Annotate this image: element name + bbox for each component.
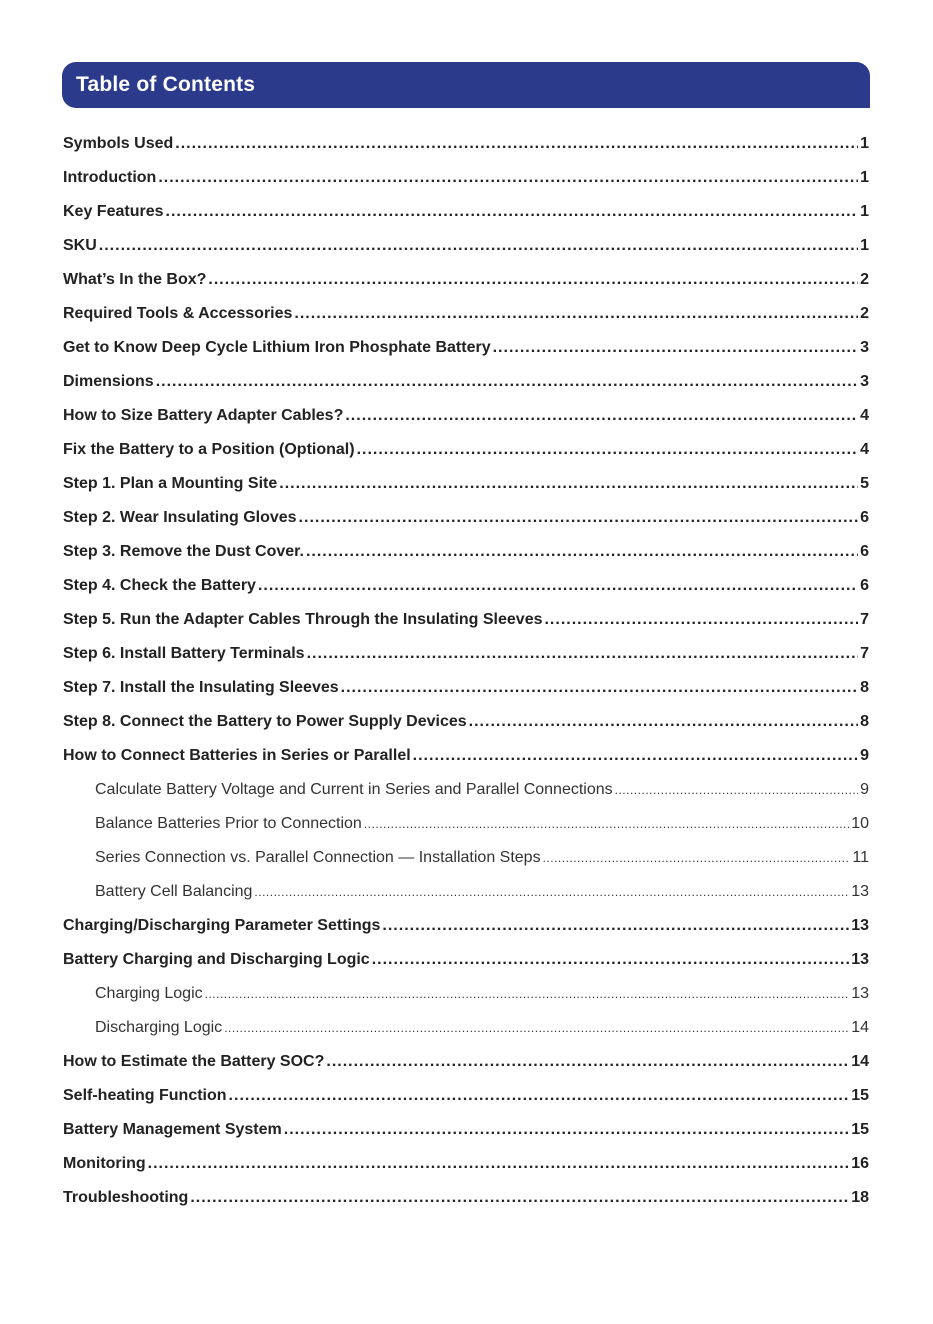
toc-subentry bbox=[63, 807, 869, 841]
toc-entry-label: Fix the Battery to a Position (Optional) bbox=[63, 441, 355, 458]
toc-entry-page-number: 1 bbox=[860, 203, 869, 220]
dot-leader bbox=[224, 1021, 849, 1035]
toc-entry-label: Series Connection vs. Parallel Connection — Installation Steps bbox=[95, 849, 541, 866]
dot-leader bbox=[258, 577, 858, 595]
dot-leader bbox=[99, 237, 858, 255]
dot-leader bbox=[205, 987, 850, 1001]
dot-leader bbox=[299, 509, 859, 527]
toc-entry-link[interactable] bbox=[95, 849, 869, 867]
dot-leader bbox=[382, 917, 849, 935]
toc-entry-link[interactable] bbox=[95, 815, 869, 833]
toc-entry-page-number: 6 bbox=[860, 509, 869, 526]
toc-entry-page-number: 4 bbox=[860, 407, 869, 424]
toc-entry-link[interactable] bbox=[63, 577, 869, 595]
toc-entry-page-number: 10 bbox=[851, 815, 869, 832]
toc-entry-link[interactable] bbox=[63, 611, 869, 629]
toc-entry-link[interactable] bbox=[63, 135, 869, 153]
toc-entry-page-number: 8 bbox=[860, 713, 869, 730]
toc-entry-link[interactable] bbox=[63, 1121, 869, 1139]
toc-entry bbox=[63, 671, 869, 705]
toc-subentry bbox=[63, 841, 869, 875]
toc-entry-page-number: 15 bbox=[851, 1121, 869, 1138]
page-title: Table of Contents bbox=[76, 73, 256, 96]
dot-leader bbox=[175, 135, 858, 153]
toc-entry-link[interactable] bbox=[63, 441, 869, 459]
toc-subentry bbox=[63, 875, 869, 909]
toc-entry-page-number: 2 bbox=[860, 271, 869, 288]
toc-entry-label: Self-heating Function bbox=[63, 1087, 227, 1104]
toc-entry-link[interactable] bbox=[63, 679, 869, 697]
dot-leader bbox=[148, 1155, 850, 1173]
dot-leader bbox=[326, 1053, 849, 1071]
dot-leader bbox=[357, 441, 859, 459]
toc-entry-page-number: 16 bbox=[851, 1155, 869, 1172]
toc-entry-label: Step 3. Remove the Dust Cover. bbox=[63, 543, 304, 560]
toc-entry-label: Balance Batteries Prior to Connection bbox=[95, 815, 362, 832]
dot-leader bbox=[279, 475, 858, 493]
toc-entry-page-number: 8 bbox=[860, 679, 869, 696]
toc-entry-page-number: 1 bbox=[860, 135, 869, 152]
toc-entry-label: What’s In the Box? bbox=[63, 271, 207, 288]
toc-entry-page-number: 14 bbox=[851, 1019, 869, 1036]
dot-leader bbox=[493, 339, 858, 357]
toc-entry bbox=[63, 1113, 869, 1147]
toc-entry-link[interactable] bbox=[63, 203, 869, 221]
toc-entry-label: Charging/Discharging Parameter Settings bbox=[63, 917, 381, 934]
toc-entry-page-number: 1 bbox=[860, 169, 869, 186]
toc-entry-page-number: 14 bbox=[851, 1053, 869, 1070]
toc-entry-link[interactable] bbox=[63, 305, 869, 323]
toc-entry bbox=[63, 535, 869, 569]
dot-leader bbox=[364, 817, 849, 831]
dot-leader bbox=[156, 373, 858, 391]
toc-entry-label: SKU bbox=[63, 237, 97, 254]
toc-entry-label: Symbols Used bbox=[63, 135, 174, 152]
toc-entry bbox=[63, 943, 869, 977]
toc-entry-link[interactable] bbox=[63, 917, 869, 935]
toc-entry-label: Step 2. Wear Insulating Gloves bbox=[63, 509, 297, 526]
toc-entry-label: Step 1. Plan a Mounting Site bbox=[63, 475, 278, 492]
toc-entry-label: Step 4. Check the Battery bbox=[63, 577, 256, 594]
toc-entry-label: Step 7. Install the Insulating Sleeves bbox=[63, 679, 339, 696]
toc-subentry bbox=[63, 773, 869, 807]
toc-entry-link[interactable] bbox=[63, 271, 869, 289]
toc-entry bbox=[63, 637, 869, 671]
toc-entry bbox=[63, 739, 869, 773]
dot-leader bbox=[229, 1087, 850, 1105]
toc-entry-page-number: 3 bbox=[860, 373, 869, 390]
toc-entry-page-number: 18 bbox=[851, 1189, 869, 1206]
toc-entry-page-number: 1 bbox=[860, 237, 869, 254]
toc-entry-label: Step 8. Connect the Battery to Power Supply Devices bbox=[63, 713, 467, 730]
toc-entry-page-number: 6 bbox=[860, 577, 869, 594]
dot-leader bbox=[413, 747, 858, 765]
toc-entry-link[interactable] bbox=[63, 1053, 869, 1071]
toc-entry-page-number: 13 bbox=[851, 917, 869, 934]
toc-entry bbox=[63, 399, 869, 433]
dot-leader bbox=[294, 305, 858, 323]
dot-leader bbox=[254, 885, 849, 899]
toc-entry-page-number: 3 bbox=[860, 339, 869, 356]
dot-leader bbox=[158, 169, 858, 187]
toc-entry bbox=[63, 161, 869, 195]
dot-leader bbox=[543, 851, 851, 865]
toc-entry-label: Introduction bbox=[63, 169, 157, 186]
toc-entry-link[interactable] bbox=[63, 951, 869, 969]
toc-entry-label: How to Estimate the Battery SOC? bbox=[63, 1053, 325, 1070]
toc-entry-link[interactable] bbox=[63, 1087, 869, 1105]
toc-entry-link[interactable] bbox=[63, 543, 869, 561]
toc-entry-label: Battery Cell Balancing bbox=[95, 883, 253, 900]
dot-leader bbox=[341, 679, 858, 697]
toc-entry-link[interactable] bbox=[63, 713, 869, 731]
toc-entry-link[interactable] bbox=[95, 985, 869, 1003]
dot-leader bbox=[208, 271, 858, 289]
toc-entry bbox=[63, 297, 869, 331]
toc-entry bbox=[63, 1045, 869, 1079]
dot-leader bbox=[372, 951, 850, 969]
toc-entry-link[interactable] bbox=[63, 237, 869, 255]
toc-entry-label: How to Connect Batteries in Series or Parallel bbox=[63, 747, 411, 764]
toc-entry-label: Required Tools & Accessories bbox=[63, 305, 293, 322]
dot-leader bbox=[284, 1121, 849, 1139]
toc-entry-label: Discharging Logic bbox=[95, 1019, 223, 1036]
toc-entry-label: Calculate Battery Voltage and Current in Series and Parallel Connections bbox=[95, 781, 613, 798]
dot-leader bbox=[306, 543, 858, 561]
dot-leader bbox=[190, 1189, 849, 1207]
toc-entry-label: Battery Management System bbox=[63, 1121, 282, 1138]
toc-entry bbox=[63, 195, 869, 229]
toc-entry-page-number: 13 bbox=[851, 951, 869, 968]
toc-entry-link[interactable] bbox=[95, 1019, 869, 1037]
toc-entry-page-number: 9 bbox=[860, 747, 869, 764]
toc-entry-label: Key Features bbox=[63, 203, 164, 220]
toc-entry-page-number: 7 bbox=[860, 611, 869, 628]
toc-entry bbox=[63, 263, 869, 297]
toc-entry bbox=[63, 569, 869, 603]
toc-entry-label: Battery Charging and Discharging Logic bbox=[63, 951, 370, 968]
toc-entry bbox=[63, 229, 869, 263]
toc-entry-label: Step 6. Install Battery Terminals bbox=[63, 645, 305, 662]
toc-entry-link[interactable] bbox=[63, 1155, 869, 1173]
toc-header-bar bbox=[62, 62, 870, 108]
toc-entry-link[interactable] bbox=[63, 1189, 869, 1207]
toc-entry bbox=[63, 501, 869, 535]
toc-entry-page-number: 7 bbox=[860, 645, 869, 662]
toc-entry bbox=[63, 909, 869, 943]
toc-entry bbox=[63, 1181, 869, 1215]
toc-entry-link[interactable] bbox=[63, 509, 869, 527]
table-of-contents bbox=[63, 127, 869, 1215]
toc-entry bbox=[63, 603, 869, 637]
toc-entry-link[interactable] bbox=[63, 339, 869, 357]
toc-entry-link[interactable] bbox=[63, 169, 869, 187]
toc-entry-label: Dimensions bbox=[63, 373, 154, 390]
toc-entry-page-number: 13 bbox=[851, 985, 869, 1002]
toc-entry-label: Troubleshooting bbox=[63, 1189, 189, 1206]
dot-leader bbox=[469, 713, 858, 731]
toc-entry-page-number: 2 bbox=[860, 305, 869, 322]
toc-entry bbox=[63, 433, 869, 467]
toc-entry-page-number: 13 bbox=[851, 883, 869, 900]
toc-entry-label: Charging Logic bbox=[95, 985, 203, 1002]
toc-entry-label: How to Size Battery Adapter Cables? bbox=[63, 407, 344, 424]
toc-entry-page-number: 6 bbox=[860, 543, 869, 560]
toc-entry-link[interactable] bbox=[95, 883, 869, 901]
toc-entry-page-number: 4 bbox=[860, 441, 869, 458]
toc-entry-page-number: 15 bbox=[851, 1087, 869, 1104]
toc-entry-label: Get to Know Deep Cycle Lithium Iron Phosphate Battery bbox=[63, 339, 491, 356]
toc-entry-page-number: 11 bbox=[852, 849, 869, 866]
toc-entry-link[interactable] bbox=[63, 645, 869, 663]
toc-entry-label: Monitoring bbox=[63, 1155, 146, 1172]
dot-leader bbox=[615, 783, 858, 797]
toc-entry bbox=[63, 331, 869, 365]
dot-leader bbox=[307, 645, 859, 663]
toc-entry bbox=[63, 705, 869, 739]
toc-entry-link[interactable] bbox=[63, 747, 869, 765]
toc-entry bbox=[63, 365, 869, 399]
toc-entry bbox=[63, 1147, 869, 1181]
toc-entry bbox=[63, 1079, 869, 1113]
toc-subentry bbox=[63, 1011, 869, 1045]
dot-leader bbox=[166, 203, 859, 221]
toc-entry-link[interactable] bbox=[63, 373, 869, 391]
toc-entry bbox=[63, 467, 869, 501]
toc-entry-link[interactable] bbox=[95, 781, 869, 799]
toc-entry-label: Step 5. Run the Adapter Cables Through the Insulating Sleeves bbox=[63, 611, 543, 628]
toc-entry-link[interactable] bbox=[63, 407, 869, 425]
dot-leader bbox=[544, 611, 858, 629]
toc-entry-page-number: 5 bbox=[860, 475, 869, 492]
toc-entry-page-number: 9 bbox=[860, 781, 869, 798]
toc-entry bbox=[63, 127, 869, 161]
dot-leader bbox=[345, 407, 858, 425]
toc-entry-link[interactable] bbox=[63, 475, 869, 493]
toc-subentry bbox=[63, 977, 869, 1011]
